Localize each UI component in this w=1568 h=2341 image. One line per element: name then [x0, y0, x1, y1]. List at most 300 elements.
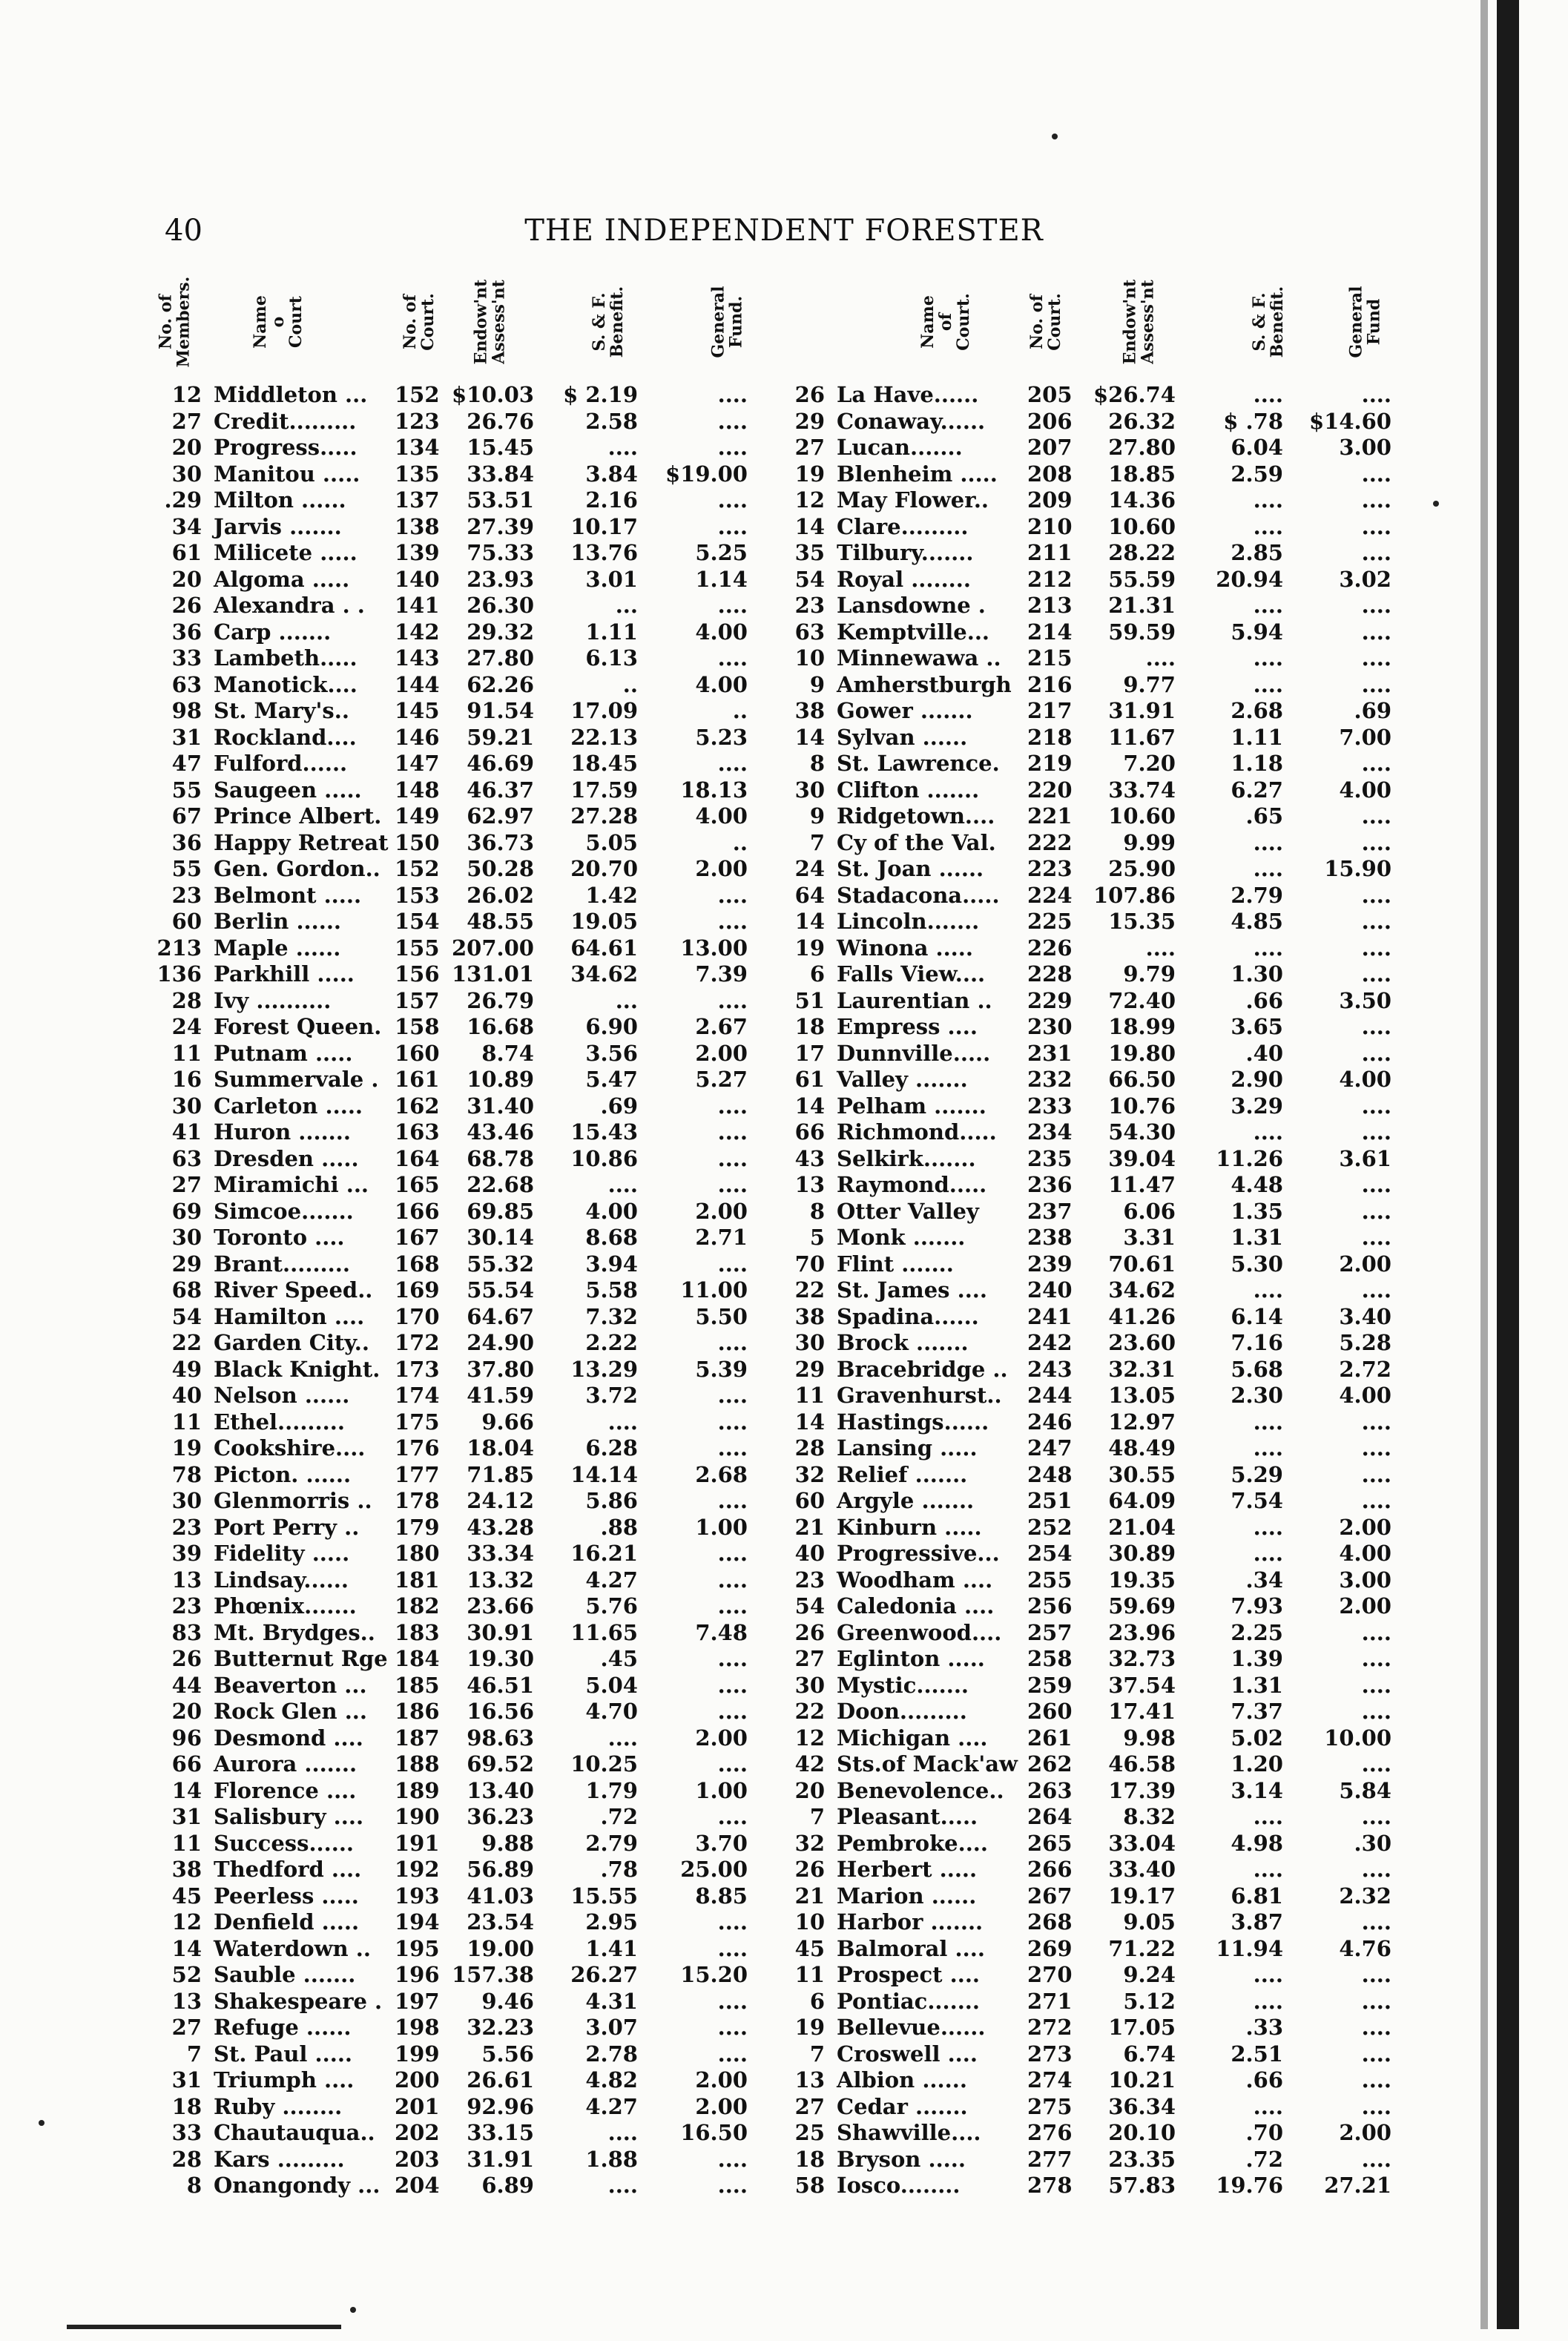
court-name: Argyle ....... [837, 1488, 975, 1513]
endowment-assessment: 33.34 [467, 1541, 534, 1566]
court-number: 201 [395, 2093, 440, 2119]
member-count: 30 [171, 1225, 202, 1250]
member-count: 23 [794, 1567, 825, 1593]
court-name: Rock Glen ... [214, 1699, 367, 1724]
general-fund: .... [1361, 1751, 1391, 1777]
general-fund: .... [717, 1330, 748, 1355]
general-fund: .... [1361, 1093, 1391, 1119]
sf-benefit: .. [622, 671, 638, 697]
endowment-assessment: 36.23 [467, 1804, 534, 1829]
endowment-assessment: 7.20 [1123, 751, 1176, 776]
endowment-assessment: 26.30 [467, 593, 534, 618]
court-number: 231 [1027, 1040, 1073, 1066]
general-fund: 2.00 [695, 1198, 748, 1224]
table-row [0, 619, 771, 646]
table-row [742, 1330, 1483, 1357]
sf-benefit: .... [607, 2120, 638, 2145]
endowment-assessment: 26.61 [467, 2067, 534, 2093]
sf-benefit: 4.85 [1231, 909, 1283, 934]
member-count: 54 [171, 1303, 202, 1329]
court-name: Manitou ..... [214, 461, 360, 487]
endowment-assessment: 54.30 [1108, 1119, 1176, 1145]
court-number: 277 [1027, 2146, 1073, 2172]
court-number: 225 [1027, 909, 1073, 934]
endowment-assessment: 33.84 [467, 461, 534, 487]
court-number: 152 [395, 382, 440, 407]
member-count: 9 [809, 671, 825, 697]
sf-benefit: 10.17 [570, 513, 638, 539]
general-fund: 3.40 [1339, 1303, 1391, 1329]
general-fund: .... [1361, 1409, 1391, 1435]
sf-benefit: 13.76 [570, 540, 638, 565]
endowment-assessment: 19.17 [1108, 1883, 1176, 1909]
member-count: 26 [171, 1646, 202, 1671]
court-name: Kars ......... [214, 2146, 345, 2172]
general-fund: .... [1361, 1435, 1391, 1461]
sf-benefit: 1.31 [1231, 1672, 1283, 1698]
general-fund: 27.21 [1324, 2173, 1391, 2198]
member-count: 34 [171, 513, 202, 539]
court-number: 257 [1027, 1619, 1073, 1645]
member-count: 32 [794, 1830, 825, 1856]
endowment-assessment: 6.89 [481, 2173, 534, 2198]
table-row [0, 1804, 771, 1831]
general-fund: .... [717, 1935, 748, 1961]
endowment-assessment: 26.76 [467, 408, 534, 434]
sf-benefit: 7.54 [1231, 1488, 1283, 1513]
general-fund: .... [717, 1409, 748, 1435]
sf-benefit: 5.04 [585, 1672, 638, 1698]
member-count: 26 [794, 1857, 825, 1882]
member-count: 14 [794, 909, 825, 934]
court-name: Triumph .... [214, 2067, 355, 2093]
sf-benefit: 6.28 [585, 1435, 638, 1461]
table-row [742, 830, 1483, 857]
member-count: 24 [171, 1014, 202, 1039]
member-count: 19 [794, 2015, 825, 2040]
table-row [0, 1962, 771, 1989]
member-count: 26 [794, 1619, 825, 1645]
court-number: 246 [1027, 1409, 1073, 1435]
court-name: Lansing ..... [837, 1435, 978, 1461]
court-name: Parkhill ..... [214, 961, 355, 987]
court-name: Putnam ..... [214, 1040, 353, 1066]
court-name: Benevolence.. [837, 1777, 1004, 1803]
court-number: 273 [1027, 2041, 1073, 2067]
general-fund: .... [1361, 751, 1391, 776]
court-name: Dunnville..... [837, 1040, 991, 1066]
speck [39, 2120, 45, 2126]
court-name: Winona ..... [837, 935, 973, 961]
endowment-assessment: 62.97 [467, 803, 534, 829]
member-count: 6 [809, 1988, 825, 2014]
court-number: 211 [1027, 540, 1073, 565]
endowment-assessment: 27.80 [467, 645, 534, 671]
court-number: 205 [1027, 382, 1073, 407]
member-count: 10 [794, 645, 825, 671]
sf-benefit: 18.45 [570, 751, 638, 776]
member-count: 27 [171, 408, 202, 434]
table-row [0, 988, 771, 1015]
court-number: 217 [1027, 698, 1073, 723]
general-fund: .... [1361, 645, 1391, 671]
general-fund: .... [717, 1751, 748, 1777]
general-fund: .... [1361, 935, 1391, 961]
table-row [742, 1199, 1483, 1225]
court-number: 168 [395, 1251, 440, 1277]
general-fund: .... [717, 487, 748, 513]
court-number: 176 [395, 1435, 440, 1461]
table-row [742, 435, 1483, 461]
sf-benefit: .... [1253, 1804, 1283, 1829]
table-row [0, 461, 771, 488]
sf-benefit: 3.87 [1231, 1909, 1283, 1935]
endowment-assessment: 55.32 [467, 1251, 534, 1277]
court-name: Bracebridge .. [837, 1356, 1008, 1382]
member-count: 23 [171, 1593, 202, 1619]
court-number: 208 [1027, 461, 1073, 487]
table-row [0, 856, 771, 883]
court-number: 182 [395, 1593, 440, 1619]
endowment-assessment: 22.68 [467, 1172, 534, 1197]
court-name: Port Perry .. [214, 1514, 360, 1540]
general-fund: .... [1361, 803, 1391, 829]
court-name: Ridgetown.... [837, 803, 995, 829]
court-number: 202 [395, 2120, 440, 2145]
court-name: Shakespeare . [214, 1988, 383, 2014]
member-count: 136 [157, 961, 202, 987]
general-fund: 13.00 [680, 935, 748, 961]
table-row [0, 1673, 771, 1699]
sf-benefit: $ .78 [1223, 408, 1283, 434]
sf-benefit: 10.25 [570, 1751, 638, 1777]
general-fund: .. [732, 829, 748, 855]
court-name: Conaway...... [837, 408, 986, 434]
general-fund: .... [1361, 382, 1391, 407]
court-name: Falls View.... [837, 961, 986, 987]
court-name: Hastings...... [837, 1409, 989, 1435]
sf-benefit: 3.72 [585, 1383, 638, 1408]
court-number: 184 [395, 1646, 440, 1671]
member-count: 66 [171, 1751, 202, 1777]
sf-benefit: .... [1253, 645, 1283, 671]
member-count: 55 [171, 777, 202, 803]
court-name: Hamilton .... [214, 1303, 365, 1329]
sf-benefit: 3.29 [1231, 1093, 1283, 1119]
general-fund: 2.00 [695, 2093, 748, 2119]
court-name: Laurentian .. [837, 987, 992, 1013]
table-row [742, 487, 1483, 514]
table-row [0, 1857, 771, 1883]
sf-benefit: ... [615, 593, 638, 618]
general-fund: .... [717, 382, 748, 407]
general-fund: 2.71 [695, 1225, 748, 1250]
court-number: 248 [1027, 1461, 1073, 1487]
endowment-assessment: 26.32 [1108, 408, 1176, 434]
member-count: 47 [171, 751, 202, 776]
sf-benefit: 16.21 [570, 1541, 638, 1566]
endowment-assessment: 25.90 [1108, 856, 1176, 881]
court-name: Florence .... [214, 1777, 357, 1803]
sf-benefit: 7.32 [585, 1303, 638, 1329]
member-count: 12 [794, 487, 825, 513]
table-row [742, 1699, 1483, 1725]
court-number: 260 [1027, 1699, 1073, 1724]
court-name: Thedford .... [214, 1857, 362, 1882]
court-name: Phœnix....... [214, 1593, 357, 1619]
endowment-assessment: 10.60 [1108, 803, 1176, 829]
member-count: 16 [171, 1067, 202, 1092]
general-fund: 4.76 [1339, 1935, 1391, 1961]
general-fund: .... [717, 1672, 748, 1698]
member-count: 11 [794, 1962, 825, 1987]
table-row [0, 1251, 771, 1278]
general-fund: 2.72 [1339, 1356, 1391, 1382]
court-number: 234 [1027, 1119, 1073, 1145]
member-count: 24 [794, 856, 825, 881]
court-name: Lindsay...... [214, 1567, 349, 1593]
table-row [742, 803, 1483, 830]
general-fund: 4.00 [1339, 777, 1391, 803]
member-count: 22 [794, 1699, 825, 1724]
court-name: Credit......... [214, 408, 357, 434]
table-row [742, 461, 1483, 488]
sf-benefit: .69 [600, 1093, 638, 1119]
court-name: Greenwood.... [837, 1619, 1002, 1645]
header-sf-benefit: S. & F. Benefit. [590, 286, 627, 358]
endowment-assessment: 41.03 [467, 1883, 534, 1909]
endowment-assessment: 23.54 [467, 1909, 534, 1935]
member-count: 44 [171, 1672, 202, 1698]
member-count: 60 [171, 909, 202, 934]
member-count: 213 [157, 935, 202, 961]
court-number: 192 [395, 1857, 440, 1882]
member-count: 28 [171, 987, 202, 1013]
court-name: Otter Valley [837, 1198, 979, 1224]
endowment-assessment: 31.91 [467, 2146, 534, 2172]
court-name: Sylvan ...... [837, 724, 968, 750]
sf-benefit: 11.26 [1216, 1145, 1283, 1171]
court-name: Empress .... [837, 1014, 978, 1039]
court-number: 269 [1027, 1935, 1073, 1961]
sf-benefit: .... [1253, 513, 1283, 539]
member-count: 22 [171, 1330, 202, 1355]
member-count: 20 [171, 435, 202, 460]
endowment-assessment: 48.55 [467, 909, 534, 934]
court-name: Algoma ..... [214, 566, 350, 592]
general-fund: .... [1361, 1962, 1391, 1987]
table-row [742, 1119, 1483, 1146]
court-number: 204 [395, 2173, 440, 2198]
table-row [0, 1936, 771, 1963]
court-name: Blenheim ..... [837, 461, 998, 487]
sf-benefit: 20.70 [570, 856, 638, 881]
table-row [742, 540, 1483, 567]
endowment-assessment: 27.39 [467, 513, 534, 539]
sf-benefit: 6.04 [1231, 435, 1283, 460]
table-row [0, 961, 771, 988]
table-row [742, 645, 1483, 672]
court-number: 236 [1027, 1172, 1073, 1197]
endowment-assessment: .... [1145, 935, 1176, 961]
endowment-assessment: 23.35 [1108, 2146, 1176, 2172]
speck [1433, 501, 1439, 507]
endowment-assessment: 6.06 [1123, 1198, 1176, 1224]
endowment-assessment: 30.14 [467, 1225, 534, 1250]
member-count: 25 [794, 2120, 825, 2145]
member-count: .29 [164, 487, 202, 513]
endowment-assessment: 19.00 [467, 1935, 534, 1961]
sf-benefit: 2.85 [1231, 540, 1283, 565]
court-number: 239 [1027, 1251, 1073, 1277]
general-fund: 2.67 [695, 1014, 748, 1039]
court-name: Waterdown .. [214, 1935, 371, 1961]
general-fund: .... [1361, 1646, 1391, 1671]
general-fund: 8.85 [695, 1883, 748, 1909]
court-number: 174 [395, 1383, 440, 1408]
court-name: Relief ....... [837, 1461, 968, 1487]
member-count: 38 [794, 698, 825, 723]
general-fund: 5.84 [1339, 1777, 1391, 1803]
endowment-assessment: 30.55 [1108, 1461, 1176, 1487]
sf-benefit: 1.20 [1231, 1751, 1283, 1777]
sf-benefit: 3.56 [585, 1040, 638, 1066]
table-row [742, 1093, 1483, 1120]
member-count: 7 [809, 2041, 825, 2067]
endowment-assessment: 23.93 [467, 566, 534, 592]
member-count: 27 [794, 2093, 825, 2119]
sf-benefit: 7.16 [1231, 1330, 1283, 1355]
endowment-assessment: 10.89 [467, 1067, 534, 1092]
table-row [742, 2094, 1483, 2121]
endowment-assessment: 13.32 [467, 1567, 534, 1593]
page-number: 40 [165, 214, 202, 248]
court-name: Refuge ...... [214, 2015, 352, 2040]
general-fund: .... [717, 1383, 748, 1408]
sf-benefit: 4.31 [585, 1988, 638, 2014]
court-name: Lucan....... [837, 435, 963, 460]
table-row [742, 1541, 1483, 1567]
sf-benefit: 4.27 [585, 1567, 638, 1593]
court-name: Manotick.... [214, 671, 358, 697]
court-number: 183 [395, 1619, 440, 1645]
member-count: 19 [794, 935, 825, 961]
member-count: 20 [171, 566, 202, 592]
member-count: 31 [171, 724, 202, 750]
sf-benefit: 1.42 [585, 882, 638, 908]
general-fund: 7.00 [1339, 724, 1391, 750]
general-fund: 7.48 [695, 1619, 748, 1645]
endowment-assessment: 32.73 [1108, 1646, 1176, 1671]
sf-benefit: 17.59 [570, 777, 638, 803]
endowment-assessment: 55.59 [1108, 566, 1176, 592]
court-name: Balmoral .... [837, 1935, 985, 1961]
table-row [0, 2120, 771, 2147]
court-name: Butternut Rge [214, 1646, 388, 1671]
general-fund: 3.61 [1339, 1145, 1391, 1171]
general-fund: .... [1361, 461, 1391, 487]
court-number: 175 [395, 1409, 440, 1435]
court-number: 214 [1027, 619, 1073, 645]
court-name: Woodham .... [837, 1567, 993, 1593]
member-count: 11 [171, 1409, 202, 1435]
endowment-assessment: 46.58 [1108, 1751, 1176, 1777]
member-count: 63 [171, 671, 202, 697]
sf-benefit: .... [1253, 1119, 1283, 1145]
member-count: 7 [186, 2041, 202, 2067]
sf-benefit: 27.28 [570, 803, 638, 829]
left-table [0, 382, 771, 2199]
sf-benefit: 2.78 [585, 2041, 638, 2067]
sf-benefit: .... [1253, 1988, 1283, 2014]
court-name: Alexandra . . [214, 593, 365, 618]
court-number: 173 [395, 1356, 440, 1382]
general-fund: .69 [1354, 698, 1391, 723]
sf-benefit: 5.05 [585, 829, 638, 855]
header-court-name-right: Name of Court. [918, 293, 973, 351]
court-name: Lansdowne . [837, 593, 986, 618]
sf-benefit: 3.84 [585, 461, 638, 487]
member-count: 23 [171, 882, 202, 908]
table-row [742, 1725, 1483, 1752]
table-row [0, 1778, 771, 1805]
endowment-assessment: 33.40 [1108, 1857, 1176, 1882]
court-number: 256 [1027, 1593, 1073, 1619]
member-count: 83 [171, 1619, 202, 1645]
court-name: Cookshire.... [214, 1435, 366, 1461]
table-row [0, 540, 771, 567]
endowment-assessment: 9.98 [1123, 1725, 1176, 1751]
table-row [742, 1593, 1483, 1620]
table-row [0, 1515, 771, 1541]
sf-benefit: 26.27 [570, 1962, 638, 1987]
sf-benefit: 1.11 [1231, 724, 1283, 750]
endowment-assessment: $26.74 [1093, 382, 1176, 407]
court-number: 158 [395, 1014, 440, 1039]
general-fund: 3.00 [1339, 1567, 1391, 1593]
court-name: Cy of the Val. [837, 829, 996, 855]
member-count: 18 [794, 1014, 825, 1039]
endowment-assessment: 31.40 [467, 1093, 534, 1119]
member-count: 69 [171, 1198, 202, 1224]
sf-benefit: 6.14 [1231, 1303, 1283, 1329]
sf-benefit: 2.16 [585, 487, 638, 513]
general-fund: .... [717, 1988, 748, 2014]
court-name: Middleton ... [214, 382, 368, 407]
court-number: 187 [395, 1725, 440, 1751]
court-number: 143 [395, 645, 440, 671]
court-name: Mystic....... [837, 1672, 969, 1698]
sf-benefit: 5.58 [585, 1277, 638, 1303]
sf-benefit: 4.00 [585, 1198, 638, 1224]
court-number: 224 [1027, 882, 1073, 908]
general-fund: 1.00 [695, 1514, 748, 1540]
table-row [742, 1831, 1483, 1857]
table-row [742, 2120, 1483, 2147]
table-row [0, 593, 771, 619]
court-number: 254 [1027, 1541, 1073, 1566]
endowment-assessment: 8.32 [1123, 1804, 1176, 1829]
endowment-assessment: 69.85 [467, 1198, 534, 1224]
table-row [742, 988, 1483, 1015]
table-row [742, 1778, 1483, 1805]
endowment-assessment: 15.45 [467, 435, 534, 460]
member-count: 19 [794, 461, 825, 487]
court-number: 218 [1027, 724, 1073, 750]
court-name: Rockland.... [214, 724, 357, 750]
court-number: 219 [1027, 751, 1073, 776]
court-number: 262 [1027, 1751, 1073, 1777]
